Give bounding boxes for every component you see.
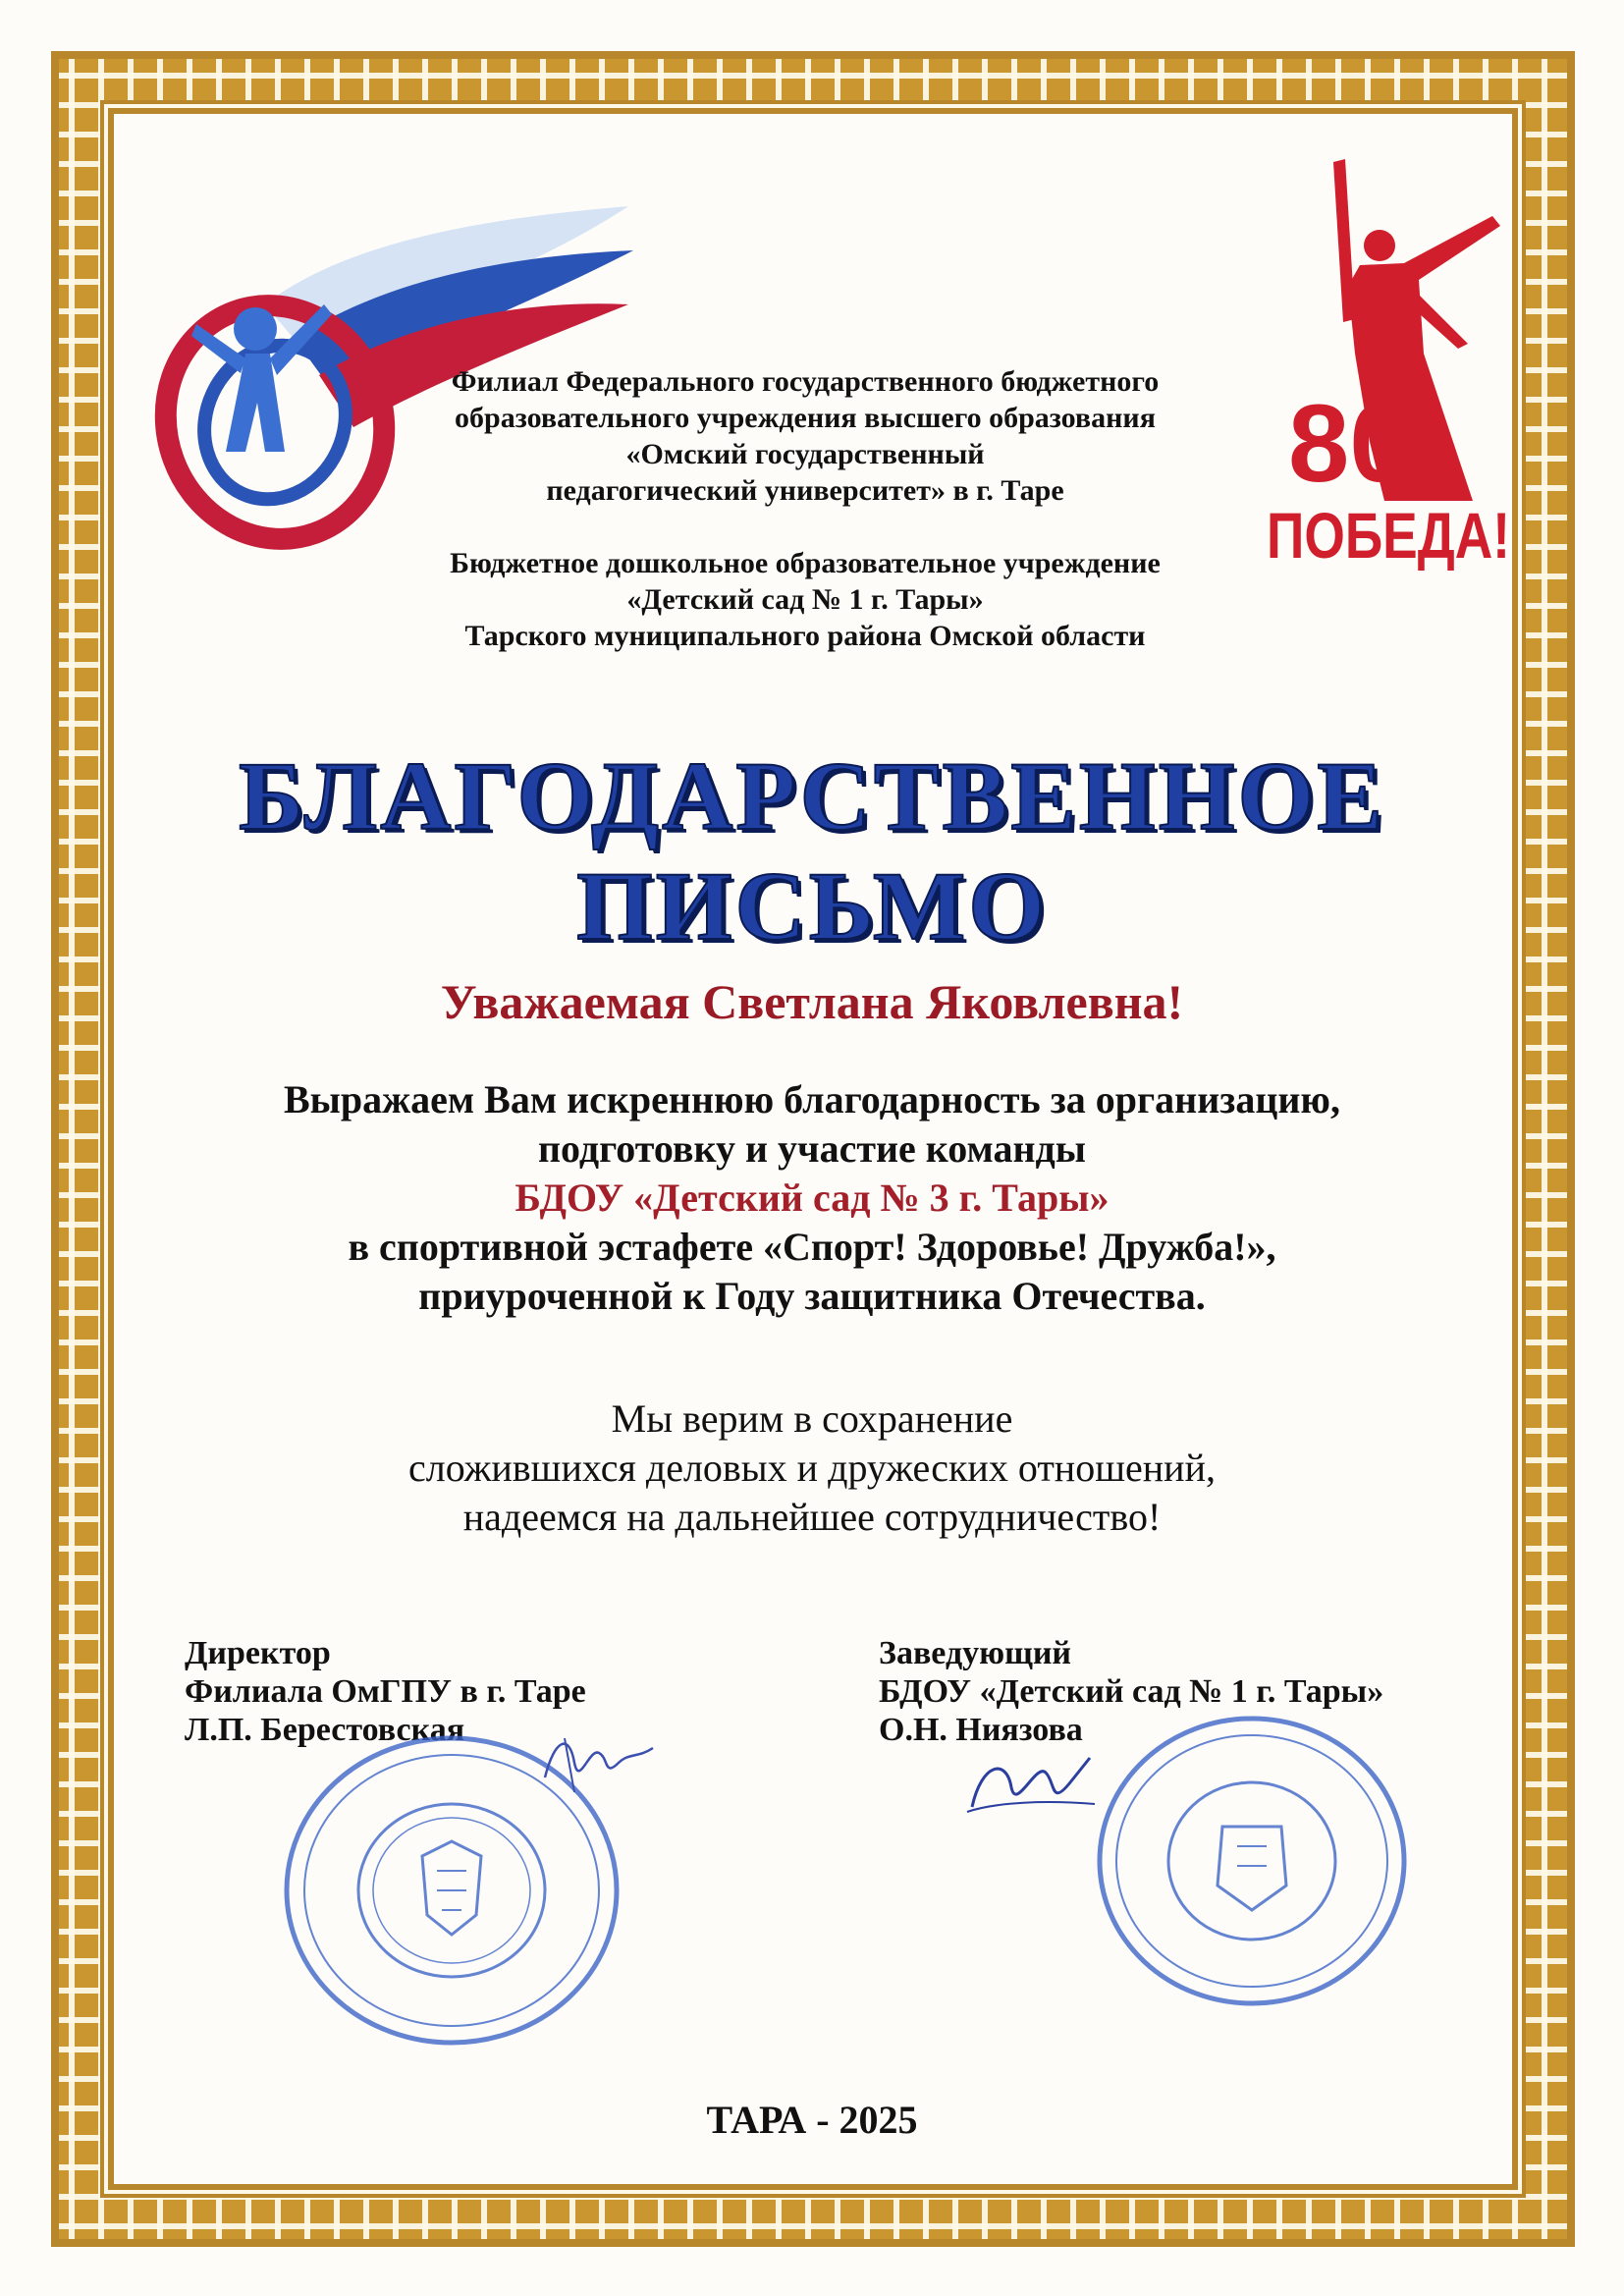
wishes-line: сложившихся деловых и дружеских отношений, <box>408 1446 1216 1490</box>
kindergarten-line: «Детский сад № 1 г. Тары» <box>626 583 984 616</box>
university-line: Филиал Федерального государственного бюджетного <box>451 365 1160 398</box>
kindergarten-line: Тарского муниципального района Омской области <box>464 620 1146 652</box>
university-line: «Омский государственный <box>625 438 985 470</box>
message-line: Выражаем Вам искреннюю благодарность за организацию, <box>283 1077 1340 1121</box>
message-block <box>0 1075 1624 1321</box>
message-line: приуроченной к Году защитника Отечества. <box>418 1274 1206 1318</box>
right-signer-role: Заведующий <box>879 1635 1072 1671</box>
right-signer-org: БДОУ «Детский сад № 1 г. Тары» <box>879 1673 1384 1710</box>
university-line: образовательного учреждения высшего образования <box>455 402 1156 434</box>
kindergarten-name <box>353 545 1257 654</box>
greeting: Уважаемая Светлана Яковлевна! <box>440 974 1184 1029</box>
left-signer-name: Л.П. Берестовская <box>185 1712 465 1748</box>
kindergarten-line: Бюджетное дошкольное образовательное учреждение <box>450 547 1161 579</box>
university-line: педагогический университет» в г. Таре <box>546 474 1064 507</box>
right-stamp-icon <box>1090 1709 1414 2013</box>
right-handwritten-signature <box>957 1743 1105 1831</box>
left-signer-org: Филиала ОмГПУ в г. Таре <box>185 1673 586 1710</box>
wishes-line: надеемся на дальнейшее сотрудничество! <box>462 1495 1162 1539</box>
left-signer-role: Директор <box>185 1635 331 1671</box>
title-line-2: ПИСЬМО <box>575 851 1049 960</box>
victory-word: ПОБЕДА! <box>1267 499 1510 572</box>
university-name <box>353 363 1257 509</box>
wishes-line: Мы верим в сохранение <box>611 1396 1013 1441</box>
footer-city-year: ТАРА - 2025 <box>706 2098 918 2142</box>
document-title <box>0 741 1624 961</box>
left-handwritten-signature <box>535 1719 663 1807</box>
title-line-1: БЛАГОДАРСТВЕННОЕ <box>239 741 1385 850</box>
right-signer-name: О.Н. Ниязова <box>879 1712 1083 1748</box>
wishes-block <box>0 1394 1624 1542</box>
message-line: в спортивной эстафете «Спорт! Здоровье! Дружба!», <box>348 1225 1276 1269</box>
message-line: подготовку и участие команды <box>537 1126 1087 1171</box>
victory-80-emblem <box>1257 147 1522 570</box>
victory-number: 80 <box>1288 382 1411 505</box>
recipient-team: БДОУ «Детский сад № 3 г. Тары» <box>514 1175 1110 1220</box>
